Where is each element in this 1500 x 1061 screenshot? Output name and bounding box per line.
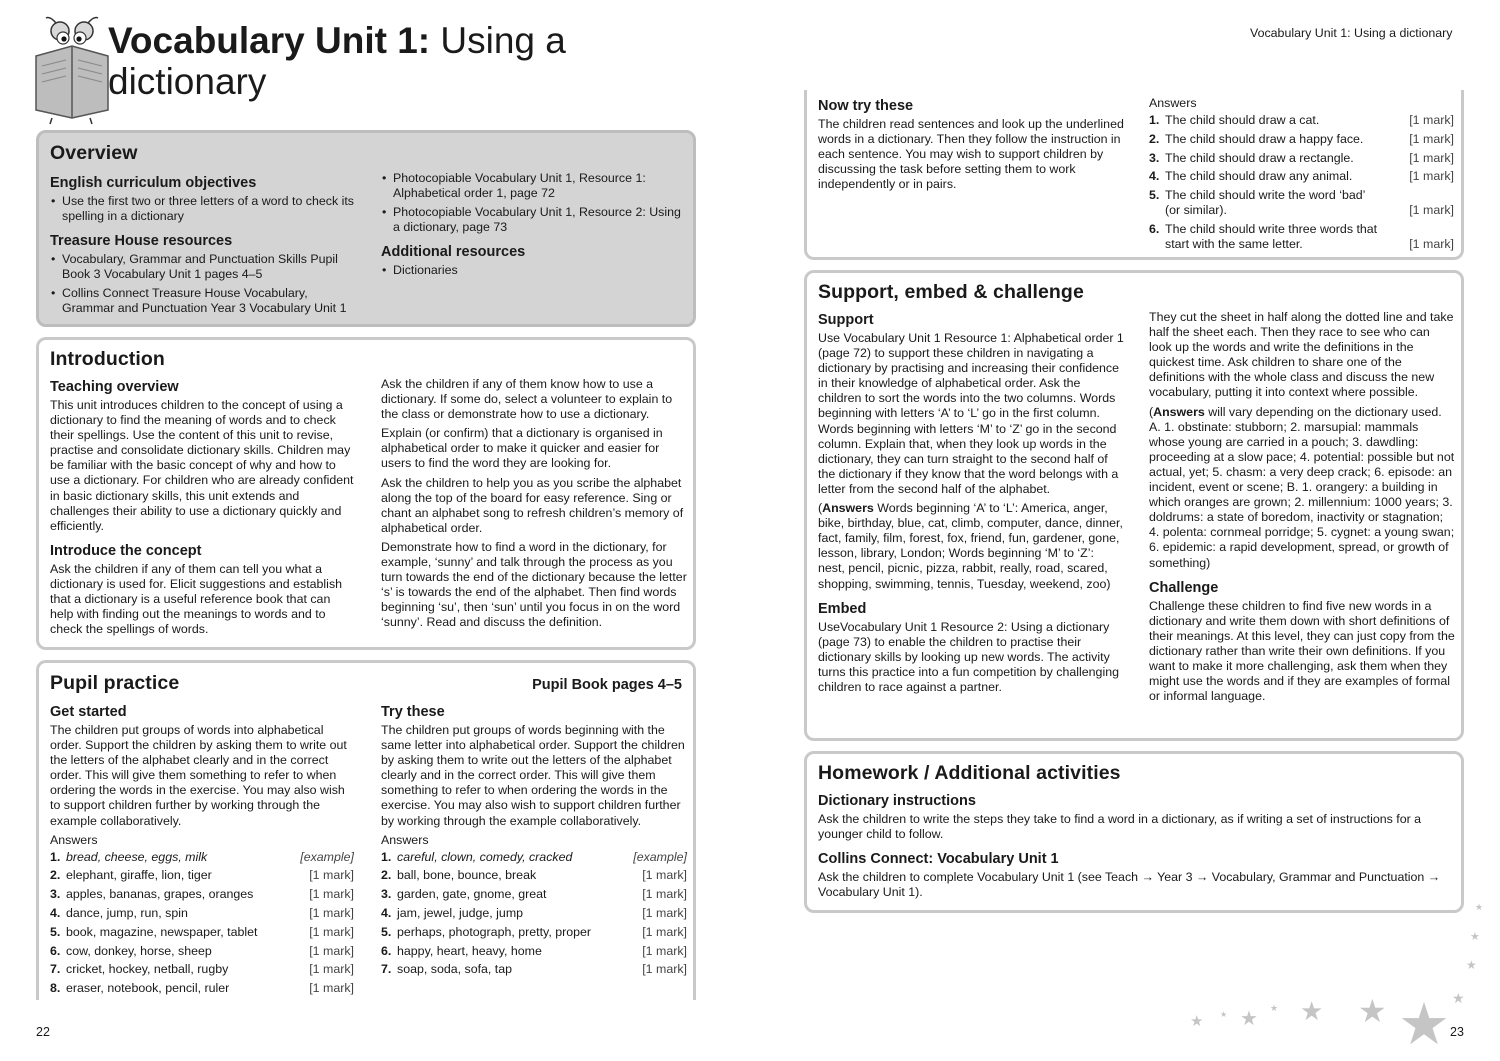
challenge-heading: Challenge bbox=[1149, 579, 1219, 596]
answer-number: 1. bbox=[381, 849, 392, 864]
answer-text: cow, donkey, horse, sheep bbox=[66, 943, 212, 958]
page-number-right: 23 bbox=[1450, 1025, 1464, 1039]
answer-mark: [1 mark] bbox=[642, 868, 687, 883]
dictionary-instructions-heading: Dictionary instructions bbox=[818, 793, 976, 809]
answer-mark: [1 mark] bbox=[642, 887, 687, 902]
now-try-heading: Now try these bbox=[818, 98, 914, 114]
answer-number: 2. bbox=[50, 868, 61, 883]
answer-row bbox=[381, 887, 687, 902]
answers-label: Answers bbox=[1153, 404, 1205, 419]
answer-text: The child should draw a rectangle. bbox=[1165, 150, 1354, 165]
answer-number: 6. bbox=[381, 943, 392, 958]
get-started-column bbox=[50, 698, 354, 1000]
answer-number: 5. bbox=[50, 924, 61, 939]
answers-label: Answers bbox=[1149, 96, 1197, 110]
answer-number: 7. bbox=[50, 962, 61, 977]
answer-text: soap, soda, sofa, tap bbox=[397, 962, 513, 977]
definitions-answers: (Answers will vary depending on the dictionary used. A. 1. obstinate: stubborn; 2. marsupial: mammals whose young are carried in a pouch; 3. dawdling: proceeding at a slow pace; 4. potential: possible but not actual, yet; 5. chasm: a very deep crack; 6. episode: an incident, event or scene; B. 1. orangery: a building in which oranges are grown; 2. millennium: 1000 years; 3. doldrums: a state of boredom, inactivity or stagnation; 4. polenta: cornmeal porridge; 5. cygnet: a young swan; 6. epidemic: a rapid development, spread, or growth of something) bbox=[1149, 404, 1455, 570]
star-icon: ★ bbox=[1398, 992, 1450, 1057]
answer-mark: [1 mark] bbox=[1409, 203, 1454, 218]
answer-text: The child should draw a happy face. bbox=[1165, 131, 1364, 146]
overview-box bbox=[36, 130, 696, 327]
answer-row bbox=[381, 906, 687, 921]
answer-row bbox=[50, 981, 354, 996]
star-icon: ★ bbox=[1475, 902, 1484, 912]
intro-paragraph: Ask the children if any of them know how to use a dictionary. If some do, select a volunteer to explain to the class or demonstrate how to use a dictionary. bbox=[381, 377, 673, 422]
support-answers: (Answers Words beginning ‘A’ to ‘L’: America, anger, bike, birthday, blue, cat, climb, computer, dance, dinner, fact, family, film, forest, fox, friend, fun, gardener, gone, lesson, library, London; Words beginning ‘M’ to ‘Z’: nest, pencil, picnic, pizza, rabbit, really, road, scared, shopping, swimming, tennis, Tuesday, weekend, zoo) bbox=[818, 501, 1123, 591]
answer-number: 2. bbox=[381, 868, 392, 883]
introduction-title: Introduction bbox=[50, 348, 165, 370]
answer-row bbox=[50, 944, 354, 959]
answer-number: 3. bbox=[1149, 150, 1160, 165]
now-try-text: The children read sentences and look up the underlined words in a dictionary. Then they follow the instruction in each sentence. You may wish to support children by discussing the task before setting them to work independently or in pairs. bbox=[818, 117, 1124, 192]
pupil-book-pages: Pupil Book pages 4–5 bbox=[532, 677, 682, 693]
concept-heading: Introduce the concept bbox=[50, 542, 202, 559]
answer-row bbox=[50, 868, 354, 883]
answer-row bbox=[1149, 151, 1454, 166]
answer-row bbox=[381, 962, 687, 977]
race-text: They cut the sheet in half along the dotted line and take half the sheet each. Then they race to see who can look up the words and write the definitions in the quickest time. Ask children to share one of the definitions with the whole class and discuss the new vocabulary, putting it into context where possible. bbox=[1149, 310, 1454, 400]
answer-text: garden, gate, gnome, great bbox=[397, 887, 547, 902]
definitions-answers-text: will vary depending on the dictionary used. A. 1. obstinate: stubborn; 2. marsupial: mammals whose young are carried in a pouch; 3. dawdling: proceeding at a slow pace; 4. potential: possible but not actual, yet; 5. chasm: a very deep crack; 6. episode: an incident, event or scene; B. 1. orangery: a building in which oranges are grown; 2. millennium: 1000 years; 3. doldrums: a state of boredom, inactivity or stagnation; 4. polenta: cornmeal porridge; 5. cygnet: a young swan; 6. epidemic: a rapid development, spread, or growth of something) bbox=[1149, 404, 1455, 570]
answer-text: The child should write three words that start with the same letter. bbox=[1165, 222, 1378, 252]
additional-heading: Additional resources bbox=[381, 244, 526, 261]
answer-mark: [example] bbox=[633, 849, 687, 864]
answer-mark: [1 mark] bbox=[1409, 131, 1454, 146]
list-item: • Photocopiable Vocabulary Unit 1, Resource 1: Alphabetical order 1, page 72 bbox=[381, 171, 681, 201]
introduction-right-column bbox=[381, 377, 687, 635]
answer-text: cricket, hockey, netball, rugby bbox=[66, 962, 229, 977]
answer-row bbox=[50, 906, 354, 921]
intro-paragraph: Demonstrate how to find a word in the dictionary, for example, ‘sunny’ and talk through the process as you turn towards the end of the dictionary because the letter ‘s’ is towards the end of the alphabet. Then find words beginning ‘su’, then ‘sun’ until you focus in on the word ‘sunny’. Read and discuss the definition. bbox=[381, 539, 687, 630]
photocopiable-list bbox=[381, 171, 681, 235]
dictionary-instructions-text: Ask the children to write the steps they take to find a word in a dictionary, as if writing a set of instructions for a younger child to follow. bbox=[818, 812, 1422, 842]
introduction-left-column bbox=[50, 373, 356, 641]
support-heading: Support bbox=[818, 312, 874, 328]
page-title bbox=[108, 20, 566, 102]
answer-mark: [1 mark] bbox=[642, 943, 687, 958]
additional-list bbox=[381, 263, 681, 278]
answer-row bbox=[1149, 222, 1454, 252]
pupil-practice-box bbox=[36, 660, 696, 1000]
answer-number: 5. bbox=[1149, 188, 1160, 203]
teaching-text: This unit introduces children to the concept of using a dictionary to find the meaning of words and to check their spellings. Use the content of this unit to revise, practise and consolidate dictionary skills. Children may be familiar with the basic concept of why and how to use a dictionary. For children who are already confident in basic dictionary skills, this unit extends and challenges their ability to use a dictionary quickly and efficiently. bbox=[50, 398, 354, 533]
answer-mark: [1 mark] bbox=[1409, 237, 1454, 252]
answer-row bbox=[381, 850, 687, 865]
objectives-heading: English curriculum objectives bbox=[50, 175, 257, 191]
overview-right-column bbox=[381, 171, 681, 282]
homework-title: Homework / Additional activities bbox=[818, 762, 1121, 784]
answer-mark: [1 mark] bbox=[309, 981, 354, 996]
try-these-column bbox=[381, 698, 687, 981]
teaching-heading: Teaching overview bbox=[50, 379, 179, 395]
challenge-text: Challenge these children to find five new words in a dictionary and write them down with short definitions of their meanings. At this level, they can just copy from the dictionary rather than write their own definitions. If you want to make it more challenging, ask them when they might use the words and if they are examples of formal or informal language. bbox=[1149, 598, 1455, 704]
now-try-box bbox=[804, 90, 1464, 260]
answer-row bbox=[1149, 169, 1454, 184]
answer-number: 4. bbox=[1149, 169, 1160, 184]
answer-mark: [1 mark] bbox=[309, 962, 354, 977]
answer-text: dance, jump, run, spin bbox=[66, 906, 188, 920]
star-icon: ★ bbox=[1466, 958, 1477, 972]
answer-number: 6. bbox=[50, 943, 61, 958]
answer-mark: [example] bbox=[300, 849, 354, 864]
answer-row bbox=[381, 868, 687, 883]
now-try-left-column bbox=[818, 92, 1124, 196]
overview-title: Overview bbox=[50, 142, 138, 164]
answer-text: The child should write the word ‘bad’ (or similar). bbox=[1165, 188, 1365, 218]
answer-row bbox=[50, 962, 354, 977]
treasure-list bbox=[50, 252, 356, 316]
star-icon: ★ bbox=[1358, 993, 1387, 1029]
support-right-column bbox=[1149, 310, 1455, 708]
answer-mark: [1 mark] bbox=[1409, 169, 1454, 184]
get-started-text: The children put groups of words into alphabetical order. Support the children by asking them to write out the letters of the alphabet clearly and in the correct order. This will give them something to refer to when ordering the words in the exercise. You may also wish to support children further by working through the example collaboratively. bbox=[50, 723, 347, 828]
answer-number: 2. bbox=[1149, 131, 1160, 146]
page-title-line2: dictionary bbox=[108, 61, 267, 102]
answer-mark: [1 mark] bbox=[309, 924, 354, 939]
homework-box bbox=[804, 751, 1464, 913]
answer-mark: [1 mark] bbox=[1409, 150, 1454, 165]
list-item: • Dictionaries bbox=[381, 263, 681, 278]
page-title-bold: Vocabulary Unit 1: bbox=[108, 20, 431, 61]
answer-row bbox=[1149, 132, 1454, 147]
answer-row bbox=[1149, 188, 1454, 218]
answer-row bbox=[1149, 113, 1454, 128]
star-icon: ★ bbox=[1270, 1003, 1279, 1013]
star-icon: ★ bbox=[1190, 1013, 1204, 1030]
star-icon: ★ bbox=[1470, 931, 1480, 943]
answer-text: The child should draw a cat. bbox=[1165, 113, 1320, 127]
support-title: Support, embed & challenge bbox=[818, 281, 1084, 303]
answer-text: elephant, giraffe, lion, tiger bbox=[66, 868, 212, 883]
answers-label: Answers bbox=[50, 832, 98, 847]
answer-text: The child should draw any animal. bbox=[1165, 169, 1353, 184]
answer-number: 8. bbox=[50, 981, 61, 996]
answer-text: ball, bone, bounce, break bbox=[397, 868, 537, 883]
answer-text: bread, cheese, eggs, milk bbox=[66, 849, 208, 864]
answers-label: Answers bbox=[822, 501, 874, 516]
homework-content bbox=[818, 787, 1454, 904]
answer-number: 6. bbox=[1149, 222, 1160, 236]
star-icon: ★ bbox=[1452, 990, 1465, 1006]
answer-mark: [1 mark] bbox=[309, 887, 354, 902]
treasure-heading: Treasure House resources bbox=[50, 233, 233, 250]
answer-text: apples, bananas, grapes, oranges bbox=[66, 887, 254, 902]
answer-number: 4. bbox=[50, 906, 61, 920]
answer-mark: [1 mark] bbox=[309, 906, 354, 920]
answer-number: 1. bbox=[1149, 113, 1160, 127]
answer-mark: [1 mark] bbox=[309, 868, 354, 883]
list-item: • Vocabulary, Grammar and Punctuation Skills Pupil Book 3 Vocabulary Unit 1 pages 4–5 bbox=[50, 252, 356, 282]
embed-heading: Embed bbox=[818, 600, 867, 617]
answer-row bbox=[50, 850, 354, 865]
get-started-heading: Get started bbox=[50, 704, 127, 720]
page-number-left: 22 bbox=[36, 1025, 50, 1039]
now-try-answers-column bbox=[1149, 92, 1454, 256]
answers-label: Answers bbox=[381, 832, 429, 847]
pupil-practice-title: Pupil practice bbox=[50, 672, 180, 694]
answer-number: 3. bbox=[50, 887, 61, 902]
objectives-list bbox=[50, 194, 356, 224]
support-box bbox=[804, 270, 1464, 741]
answer-row bbox=[381, 925, 687, 940]
answer-number: 3. bbox=[381, 887, 392, 902]
answer-text: careful, clown, comedy, cracked bbox=[397, 849, 573, 864]
star-icon: ★ bbox=[1220, 1010, 1228, 1019]
answer-number: 4. bbox=[381, 906, 392, 920]
support-text: Use Vocabulary Unit 1 Resource 1: Alphabetical order 1 (page 72) to support these children in navigating a dictionary by practising and increasing their confidence in their knowledge of alphabetical order. Ask the children to sort the words into the two columns. Words beginning with letters ‘A’ to ‘L’ go in the first column. Words beginning with letters ‘M’ to ‘Z’ go in the second column. Explain that, when they look up words in the dictionary, they can turn straight to the second half of the dictionary if they know that the word belongs with a letter from the second half of the alphabet. bbox=[818, 331, 1124, 496]
support-left-column bbox=[818, 306, 1124, 699]
star-icon: ★ bbox=[1240, 1008, 1258, 1030]
answer-number: 1. bbox=[50, 849, 61, 864]
collins-heading: Collins Connect: Vocabulary Unit 1 bbox=[818, 851, 1059, 868]
overview-left-column bbox=[50, 169, 356, 321]
answer-mark: [1 mark] bbox=[309, 943, 354, 958]
answer-row bbox=[50, 925, 354, 940]
collins-text: Ask the children to complete Vocabulary Unit 1 (see Teach → Year 3 → Vocabulary, Grammar and Punctuation → Vocabulary Unit 1). bbox=[818, 870, 1441, 900]
answer-row bbox=[381, 944, 687, 959]
list-item: • Collins Connect Treasure House Vocabulary, Grammar and Punctuation Year 3 Vocabulary Unit 1 bbox=[50, 286, 356, 316]
bug-reading-book-icon bbox=[34, 14, 110, 126]
list-item: • Photocopiable Vocabulary Unit 1, Resource 2: Using a dictionary, page 73 bbox=[381, 205, 681, 235]
answer-text: jam, jewel, judge, jump bbox=[397, 906, 524, 920]
page-title-rest: Using a bbox=[440, 20, 566, 61]
star-icon: ★ bbox=[1300, 996, 1324, 1026]
list-item: • Use the first two or three letters of a word to check its spelling in a dictionary bbox=[50, 194, 356, 224]
concept-text: Ask the children if any of them can tell you what a dictionary is used for. Elicit suggestions and establish that a dictionary is a useful reference book that can help with finding out the meanings to words and to check the spellings of words. bbox=[50, 561, 343, 637]
intro-paragraph: Ask the children to help you as you scribe the alphabet along the top of the board for easy reference. Sing or chant an alphabet song to refresh children’s memory of alphabetical order. bbox=[381, 475, 684, 535]
answer-mark: [1 mark] bbox=[642, 962, 687, 977]
answer-mark: [1 mark] bbox=[642, 924, 687, 939]
introduction-box bbox=[36, 337, 696, 650]
answer-number: 5. bbox=[381, 924, 392, 939]
embed-text: UseVocabulary Unit 1 Resource 2: Using a dictionary (page 73) to enable the children to practise their dictionary skills by looking up new words. The activity turns this practice into a fun competition by challenging children to race against a partner. bbox=[818, 619, 1119, 694]
intro-paragraph: Explain (or confirm) that a dictionary is organised in alphabetical order to make it quicker and easier for users to find the word they are looking for. bbox=[381, 426, 663, 471]
answer-number: 7. bbox=[381, 962, 392, 977]
answer-mark: [1 mark] bbox=[642, 906, 687, 920]
answer-text: book, magazine, newspaper, tablet bbox=[66, 924, 258, 939]
answer-text: happy, heart, heavy, home bbox=[397, 943, 542, 958]
try-these-heading: Try these bbox=[381, 704, 445, 720]
answer-row bbox=[50, 887, 354, 902]
answer-text: perhaps, photograph, pretty, proper bbox=[397, 924, 592, 939]
try-these-text: The children put groups of words beginning with the same letter into alphabetical order. Support the children by asking them to write out the letters of the alphabet clearly and in the correct order. This will give them something to refer to when ordering the words in the exercise. You may also wish to support children further by working through the example collaboratively. bbox=[381, 723, 685, 828]
answer-mark: [1 mark] bbox=[1409, 113, 1454, 127]
support-answers-text: Words beginning ‘A’ to ‘L’: America, anger, bike, birthday, blue, cat, climb, computer, dance, dinner, fact, family, film, forest, fox, friend, fun, gardener, gone, lesson, library, London; Words beginning ‘M’ to ‘Z’: nest, pencil, picnic, pizza, rabbit, really, road, scared, shopping, swimming, tennis, Tuesday, weekend, zoo) bbox=[818, 501, 1123, 591]
answer-text: eraser, notebook, pencil, ruler bbox=[66, 981, 230, 996]
running-head: Vocabulary Unit 1: Using a dictionary bbox=[1250, 26, 1453, 40]
